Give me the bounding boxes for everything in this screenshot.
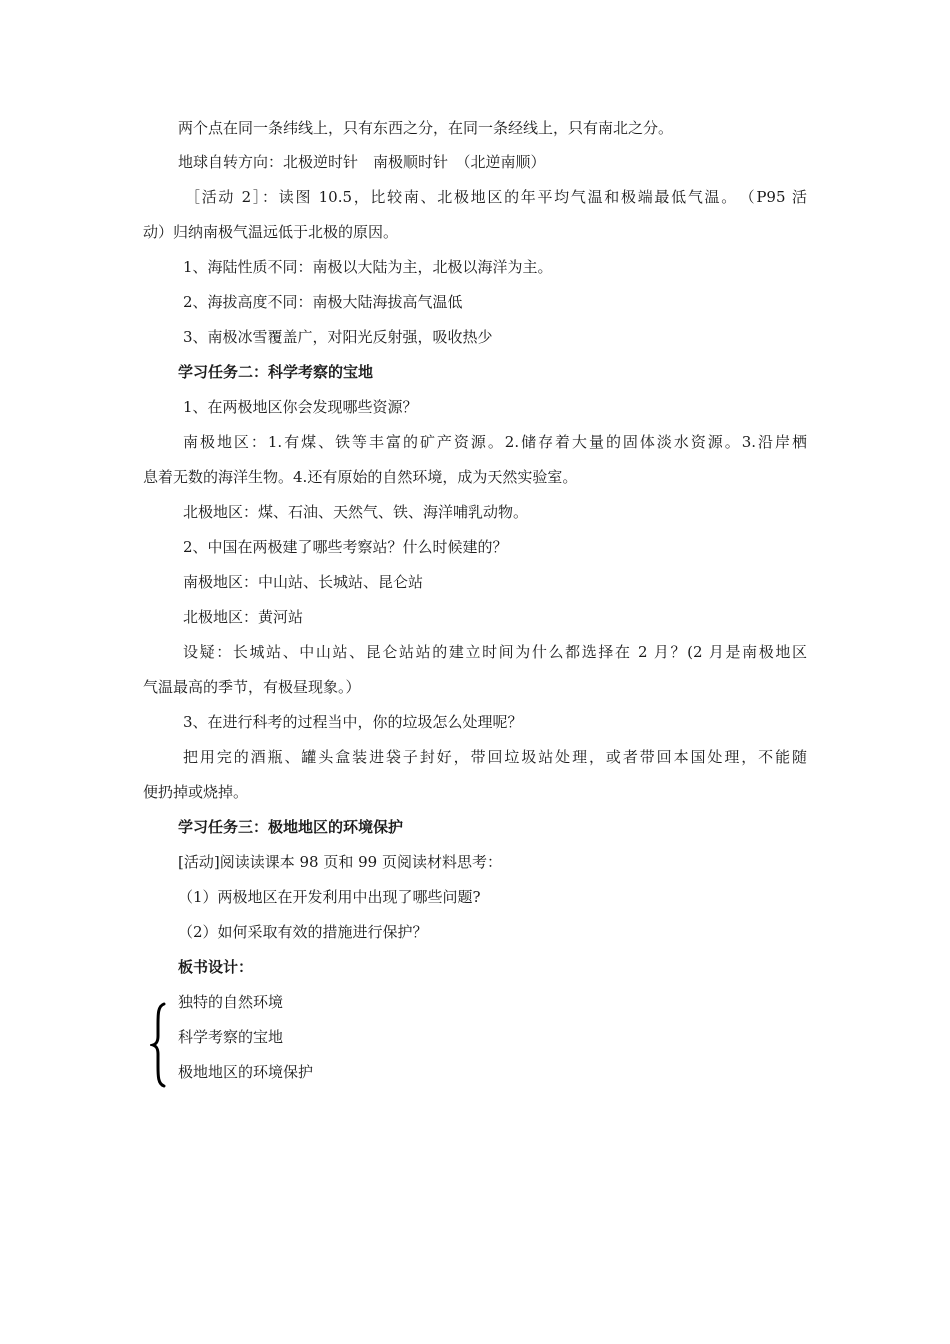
reason-1: 1、海陆性质不同：南极以大陆为主，北极以海洋为主。: [183, 258, 553, 276]
task3-activity: [活动]阅读读课本 98 页和 99 页阅读材料思考：: [178, 853, 502, 871]
activity2-line2: 动）归纳南极气温远低于北极的原因。: [143, 223, 399, 241]
antarctic-resources-line1: 南极地区：1.有煤、铁等丰富的矿产资源。2.储存着大量的固体淡水资源。3.沿岸栖: [183, 433, 807, 451]
doubt-line2: 气温最高的季节，有极昼现象。）: [143, 678, 361, 696]
paragraph-rotation-direction: 地球自转方向：北极逆时针 南极顺时针 （北逆南顺）: [178, 153, 546, 171]
task2-heading: 学习任务二：科学考察的宝地: [178, 363, 374, 381]
arctic-resources: 北极地区：煤、石油、天然气、铁、海洋哺乳动物。: [183, 503, 529, 521]
task2-question-2: 2、中国在两极建了哪些考察站？什么时候建的？: [183, 538, 508, 556]
left-brace-icon: [150, 1002, 170, 1088]
task3-question-2: （2）如何采取有效的措施进行保护？: [178, 923, 428, 941]
board-item-1: 独特的自然环境: [178, 993, 284, 1011]
board-item-3: 极地地区的环境保护: [178, 1063, 314, 1081]
task3-heading: 学习任务三：极地地区的环境保护: [178, 818, 404, 836]
answer3-line2: 便扔掉或烧掉。: [143, 783, 249, 801]
antarctic-stations: 南极地区：中山站、长城站、昆仑站: [183, 573, 424, 591]
task3-question-1: （1）两极地区在开发利用中出现了哪些问题?: [178, 888, 481, 906]
paragraph-latitude-longitude: 两个点在同一条纬线上，只有东西之分，在同一条经线上，只有南北之分。: [178, 119, 674, 137]
board-design-heading: 板书设计：: [178, 958, 254, 976]
task2-question-3: 3、在进行科考的过程当中，你的垃圾怎么处理呢？: [183, 713, 523, 731]
arctic-stations: 北极地区：黄河站: [183, 608, 304, 626]
reason-3: 3、南极冰雪覆盖广，对阳光反射强，吸收热少: [183, 328, 493, 346]
antarctic-resources-line2: 息着无数的海洋生物。4.还有原始的自然环境，成为天然实验室。: [143, 468, 578, 486]
reason-2: 2、海拔高度不同：南极大陆海拔高气温低: [183, 293, 463, 311]
board-item-2: 科学考察的宝地: [178, 1028, 284, 1046]
task2-question-1: 1、在两极地区你会发现哪些资源？: [183, 398, 418, 416]
activity2-line1: ［活动 2］：读图 10.5，比较南、北极地区的年平均气温和极端最低气温。 （P95 活: [185, 188, 807, 206]
doubt-line1: 设疑：长城站、中山站、昆仑站站的建立时间为什么都选择在 2 月？(2 月是南极地区: [183, 643, 807, 661]
answer3-line1: 把用完的酒瓶、罐头盒装进袋子封好，带回垃圾站处理，或者带回本国处理，不能随: [183, 748, 807, 766]
